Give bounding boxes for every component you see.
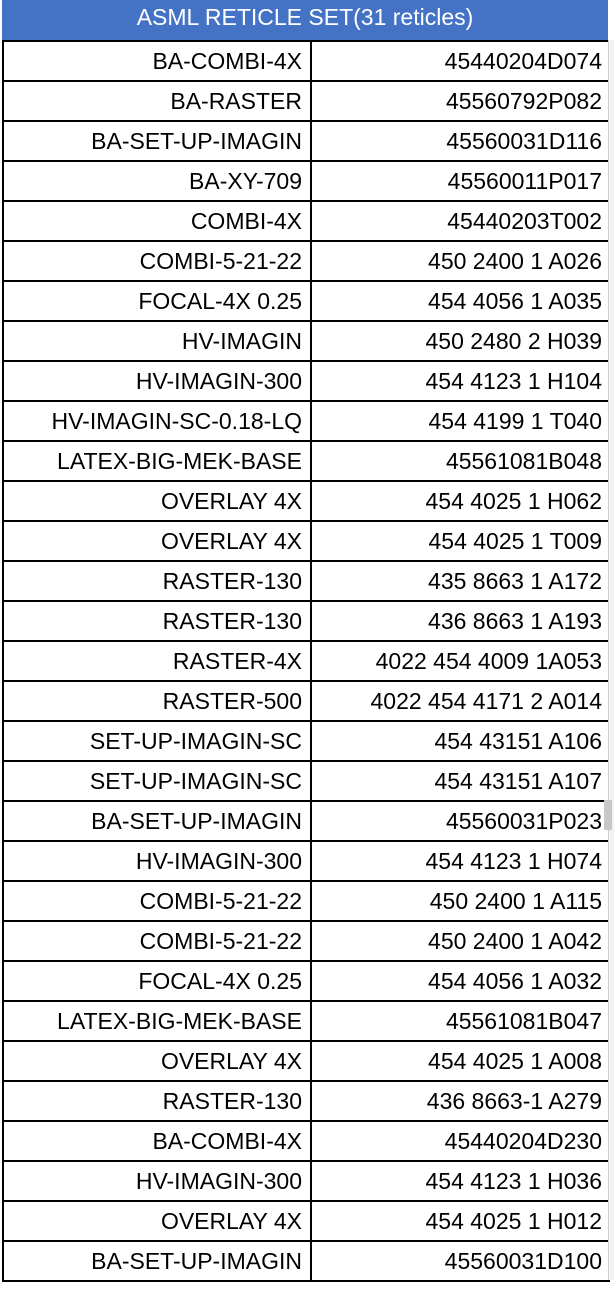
reticle-name-cell[interactable]: SET-UP-IMAGIN-SC	[3, 721, 311, 761]
table-row	[3, 361, 609, 401]
table-row	[3, 401, 609, 441]
reticle-table-body	[3, 41, 609, 1281]
reticle-code-cell[interactable]: 436 8663 1 A193	[311, 601, 609, 641]
reticle-name-cell[interactable]: COMBI-5-21-22	[3, 921, 311, 961]
table-row	[3, 721, 609, 761]
reticle-code-cell[interactable]: 45560792P082	[311, 81, 609, 121]
reticle-name-cell[interactable]: BA-RASTER	[3, 81, 311, 121]
reticle-name-cell[interactable]: BA-SET-UP-IMAGIN	[3, 1241, 311, 1281]
reticle-code-cell[interactable]: 454 43151 A106	[311, 721, 609, 761]
reticle-code-cell[interactable]: 45560031D116	[311, 121, 609, 161]
table-row	[3, 241, 609, 281]
reticle-code-cell[interactable]: 45440204D074	[311, 41, 609, 81]
reticle-code-cell[interactable]: 4022 454 4171 2 A014	[311, 681, 609, 721]
reticle-name-cell[interactable]: FOCAL-4X 0.25	[3, 961, 311, 1001]
reticle-name-cell[interactable]: BA-XY-709	[3, 161, 311, 201]
table-row	[3, 801, 609, 841]
selection-handle[interactable]	[604, 800, 612, 830]
table-row	[3, 321, 609, 361]
reticle-code-cell[interactable]: 454 4056 1 A032	[311, 961, 609, 1001]
table-row	[3, 1241, 609, 1281]
reticle-code-cell[interactable]: 45560031P023	[311, 801, 609, 841]
table-row	[3, 121, 609, 161]
table-row	[3, 201, 609, 241]
table-row	[3, 1201, 609, 1241]
reticle-code-cell[interactable]: 454 4123 1 H036	[311, 1161, 609, 1201]
reticle-table	[2, 40, 610, 1282]
reticle-name-cell[interactable]: OVERLAY 4X	[3, 1041, 311, 1081]
table-row	[3, 881, 609, 921]
reticle-code-cell[interactable]: 4022 454 4009 1A053	[311, 641, 609, 681]
reticle-code-cell[interactable]: 450 2400 1 A026	[311, 241, 609, 281]
table-row	[3, 841, 609, 881]
reticle-name-cell[interactable]: LATEX-BIG-MEK-BASE	[3, 441, 311, 481]
reticle-code-cell[interactable]: 45561081B048	[311, 441, 609, 481]
table-row	[3, 681, 609, 721]
reticle-name-cell[interactable]: BA-COMBI-4X	[3, 1121, 311, 1161]
reticle-code-cell[interactable]: 45560011P017	[311, 161, 609, 201]
reticle-name-cell[interactable]: RASTER-130	[3, 601, 311, 641]
reticle-name-cell[interactable]: LATEX-BIG-MEK-BASE	[3, 1001, 311, 1041]
reticle-code-cell[interactable]: 454 4056 1 A035	[311, 281, 609, 321]
reticle-name-cell[interactable]: HV-IMAGIN	[3, 321, 311, 361]
reticle-name-cell[interactable]: OVERLAY 4X	[3, 521, 311, 561]
reticle-name-cell[interactable]: OVERLAY 4X	[3, 1201, 311, 1241]
table-row	[3, 81, 609, 121]
reticle-name-cell[interactable]: RASTER-4X	[3, 641, 311, 681]
reticle-code-cell[interactable]: 454 4025 1 H062	[311, 481, 609, 521]
reticle-name-cell[interactable]: RASTER-500	[3, 681, 311, 721]
reticle-code-cell[interactable]: 454 4025 1 T009	[311, 521, 609, 561]
reticle-name-cell[interactable]: RASTER-130	[3, 561, 311, 601]
table-row	[3, 1041, 609, 1081]
reticle-name-cell[interactable]: OVERLAY 4X	[3, 481, 311, 521]
reticle-code-cell[interactable]: 454 4123 1 H104	[311, 361, 609, 401]
table-row	[3, 561, 609, 601]
reticle-name-cell[interactable]: COMBI-5-21-22	[3, 241, 311, 281]
reticle-name-cell[interactable]: SET-UP-IMAGIN-SC	[3, 761, 311, 801]
reticle-name-cell[interactable]: FOCAL-4X 0.25	[3, 281, 311, 321]
reticle-name-cell[interactable]: RASTER-130	[3, 1081, 311, 1121]
table-row	[3, 921, 609, 961]
reticle-code-cell[interactable]: 450 2480 2 H039	[311, 321, 609, 361]
reticle-code-cell[interactable]: 435 8663 1 A172	[311, 561, 609, 601]
reticle-code-cell[interactable]: 454 4025 1 A008	[311, 1041, 609, 1081]
reticle-name-cell[interactable]: BA-SET-UP-IMAGIN	[3, 801, 311, 841]
table-row	[3, 641, 609, 681]
table-row	[3, 1161, 609, 1201]
reticle-name-cell[interactable]: HV-IMAGIN-300	[3, 361, 311, 401]
reticle-code-cell[interactable]: 45440203T002	[311, 201, 609, 241]
table-row	[3, 521, 609, 561]
table-row	[3, 481, 609, 521]
reticle-name-cell[interactable]: HV-IMAGIN-300	[3, 841, 311, 881]
table-row	[3, 441, 609, 481]
table-row	[3, 761, 609, 801]
table-row	[3, 1001, 609, 1041]
reticle-name-cell[interactable]: COMBI-5-21-22	[3, 881, 311, 921]
table-row	[3, 41, 609, 81]
reticle-code-cell[interactable]: 45560031D100	[311, 1241, 609, 1281]
reticle-code-cell[interactable]: 450 2400 1 A042	[311, 921, 609, 961]
reticle-name-cell[interactable]: BA-COMBI-4X	[3, 41, 311, 81]
reticle-code-cell[interactable]: 436 8663-1 A279	[311, 1081, 609, 1121]
reticle-code-cell[interactable]: 45561081B047	[311, 1001, 609, 1041]
reticle-code-cell[interactable]: 454 43151 A107	[311, 761, 609, 801]
table-title[interactable]: ASML RETICLE SET(31 reticles)	[2, 0, 608, 40]
reticle-name-cell[interactable]: HV-IMAGIN-SC-0.18-LQ	[3, 401, 311, 441]
reticle-code-cell[interactable]: 45440204D230	[311, 1121, 609, 1161]
reticle-code-cell[interactable]: 454 4199 1 T040	[311, 401, 609, 441]
reticle-code-cell[interactable]: 454 4025 1 H012	[311, 1201, 609, 1241]
reticle-code-cell[interactable]: 450 2400 1 A115	[311, 881, 609, 921]
reticle-name-cell[interactable]: HV-IMAGIN-300	[3, 1161, 311, 1201]
table-row	[3, 1121, 609, 1161]
table-row	[3, 281, 609, 321]
reticle-name-cell[interactable]: BA-SET-UP-IMAGIN	[3, 121, 311, 161]
table-row	[3, 601, 609, 641]
adjacent-column-strip	[608, 40, 614, 1280]
reticle-code-cell[interactable]: 454 4123 1 H074	[311, 841, 609, 881]
table-row	[3, 1081, 609, 1121]
reticle-name-cell[interactable]: COMBI-4X	[3, 201, 311, 241]
table-row	[3, 961, 609, 1001]
table-row	[3, 161, 609, 201]
